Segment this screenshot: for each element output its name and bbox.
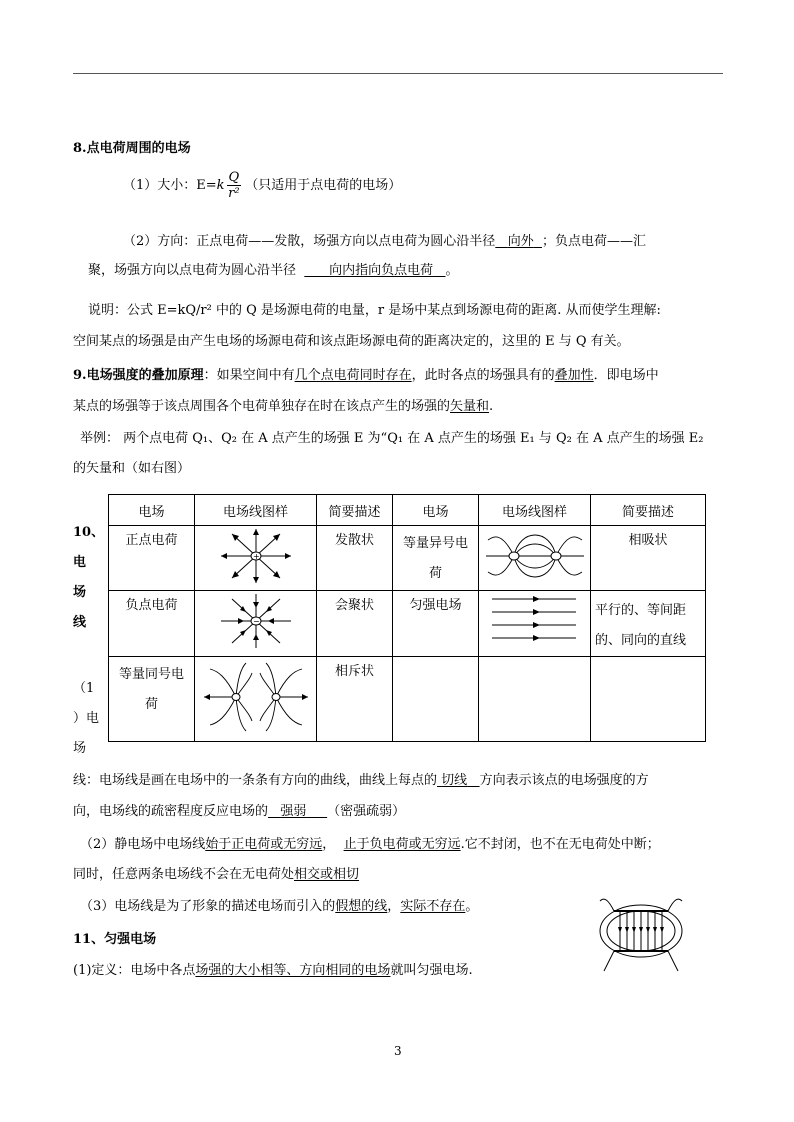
table-cell-empty <box>479 657 591 742</box>
sec8-note-line1: 说明：公式 E=kQ/r² 中的 Q 是场源电荷的电量，r 是场中某点到场源电荷的距离. 从而使学生理解: <box>88 303 661 318</box>
table-row <box>109 526 706 591</box>
sec9-line2 <box>73 395 493 414</box>
sec8-dir-text1: （2）方向：正点电荷——发散，场强方向以点电荷为圆心沿半径 <box>123 234 496 249</box>
table-row <box>109 591 706 657</box>
sec10-underline1 <box>437 773 480 788</box>
sec10-label-num: 10、 <box>73 525 105 540</box>
cell-text: 等量异号电荷 <box>402 536 468 581</box>
table-header: 电场线图样 <box>195 495 317 526</box>
sec10-text2: 方向表示该点的电场强度的方 <box>479 773 649 788</box>
table-cell <box>591 591 706 657</box>
page-number: 3 <box>394 1044 402 1058</box>
cell-text: 正点电荷 <box>125 533 178 548</box>
sec8-dir-text4: 。 <box>445 263 459 278</box>
sec10-label-char1: 电 <box>73 555 87 570</box>
sec10-label-char3: 线 <box>73 615 87 630</box>
table-cell <box>317 591 393 657</box>
cell-text: 会聚状 <box>334 598 374 613</box>
like-charges-diagram-cell <box>195 657 317 742</box>
cell-text: 相斥状 <box>334 664 374 679</box>
sec9-example-line2: 的矢量和（如右图） <box>73 461 191 476</box>
sec10-text11: 。 <box>465 899 479 914</box>
sec9-text2: ，此时各点的场强具有的 <box>411 368 555 383</box>
table-cell <box>393 591 479 657</box>
sec8-size-note: （只适用于点电荷的电场） <box>245 178 402 193</box>
sec10-text10: ， <box>387 899 401 914</box>
table-cell <box>317 526 393 591</box>
sec8-note-line2: 空间某点的场强是由产生电场的场源电荷和该点距场源电荷的距离决定的，这里的 E 与 Q 有关。 <box>73 334 630 349</box>
table-header: 简要描述 <box>591 495 706 526</box>
sec9-text4: 某点的场强等于该点周围各个电荷单独存在时在该点产生的场强的 <box>73 399 451 414</box>
sec10-underline7: 实际不存在 <box>400 899 466 914</box>
sec11-def-line <box>73 959 473 978</box>
sec8-dir-blank1-text: 向外 <box>507 234 534 249</box>
sec10-text7: .它不封闭，也不在无电荷处中断； <box>460 837 660 852</box>
sec10-text6: ， <box>322 837 336 852</box>
cell-text: 发散状 <box>334 533 374 548</box>
negative-charge-diagram-cell <box>195 591 317 657</box>
table-header-row <box>109 495 706 526</box>
table-cell-empty <box>591 657 706 742</box>
cell-text: 平行的、等间距的、同向的直线 <box>595 603 687 648</box>
sec10-text9: （3）电场线是为了形象的描述电场而引入的 <box>80 899 336 914</box>
sec9-underline1: 几个点电荷同时存在 <box>294 368 412 383</box>
sec8-direction-line1 <box>123 230 646 249</box>
sec10-label-char4: （1 <box>73 681 95 696</box>
sec9-text1: ：如果空间中有 <box>203 368 295 383</box>
sec10-underline2-text: 强弱 <box>280 804 307 819</box>
sec11-text1: (1)定义：电场中各点 <box>73 963 196 978</box>
table-header: 电场 <box>393 495 479 526</box>
section-9-title: 9.电场强度的叠加原理 <box>73 368 204 383</box>
table-cell <box>109 657 195 742</box>
table-row <box>109 657 706 742</box>
sec10-def-line2 <box>73 800 405 819</box>
sec10-p2-line1 <box>80 833 660 852</box>
sec10-p3-line <box>80 895 478 914</box>
table-header: 电场 <box>109 495 195 526</box>
formula-numerator: Q <box>228 170 240 185</box>
sec10-underline2 <box>268 804 327 819</box>
svg-text:−: − <box>252 617 260 626</box>
opposite-charges-field-diagram <box>480 526 590 586</box>
table-cell <box>109 526 195 591</box>
sec8-dir-blank2-text: 向内指向负点电荷 <box>329 263 434 278</box>
sec9-text3: ．即电场中 <box>593 368 659 383</box>
sec10-underline6: 假想的线 <box>335 899 388 914</box>
sec10-text3: 向，电场线的疏密程度反应电场的 <box>73 804 269 819</box>
like-charges-field-diagram <box>196 657 316 737</box>
sec8-dir-text3: 聚，场强方向以点电荷为圆心沿半径 <box>88 263 297 278</box>
sec10-text8: 同时，任意两条电场线不会在无电荷处 <box>73 867 295 882</box>
svg-text:+: + <box>252 552 260 561</box>
sec9-underline3: 矢量和 <box>450 399 490 414</box>
table-header: 简要描述 <box>317 495 393 526</box>
sec8-dir-blank1 <box>495 234 542 249</box>
sec10-def-line1 <box>73 769 649 788</box>
sec10-label-char5: ）电 <box>73 711 100 726</box>
table-cell-empty <box>393 657 479 742</box>
uniform-field-diagram-cell <box>479 591 591 657</box>
sec10-label-char6: 场 <box>73 741 87 756</box>
sec10-p2-line2 <box>73 863 359 882</box>
table-cell <box>591 526 706 591</box>
formula-k: k <box>216 178 225 193</box>
sec10-text4: （密强疏弱） <box>327 804 406 819</box>
sec9-line1 <box>73 364 659 383</box>
table-cell <box>317 657 393 742</box>
sec10-text5: （2）静电场中电场线 <box>80 837 206 852</box>
parallel-plate-field-diagram <box>596 889 686 973</box>
sec9-text5: . <box>489 399 494 414</box>
sec8-size-prefix: （1）大小：E= <box>123 178 217 193</box>
sec8-dir-blank2 <box>304 263 445 278</box>
table-cell <box>109 591 195 657</box>
cell-text: 等量同号电荷 <box>118 667 184 712</box>
sec10-text1: 线：电场线是画在电场中的一条条有方向的曲线，曲线上每点的 <box>73 773 438 788</box>
negative-charge-field-diagram <box>196 591 316 651</box>
sec9-underline2: 叠加性 <box>554 368 594 383</box>
table-cell <box>393 526 479 591</box>
header-rule <box>73 73 723 74</box>
cell-text: 相吸状 <box>628 533 668 548</box>
sec10-underline5: 相交或相切 <box>294 867 360 882</box>
sec9-example-line1: 举例： 两个点电荷 Q₁、Q₂ 在 A 点产生的场强 E 为“Q₁ 在 A 点产生的场强 E₁ 与 Q₂ 在 A 点产生的场强 E₂ <box>80 431 704 446</box>
sec8-size-line <box>123 170 401 202</box>
sec11-text2: 就叫匀强电场. <box>390 963 473 978</box>
positive-charge-diagram-cell <box>195 526 317 591</box>
positive-charge-field-diagram <box>196 526 316 586</box>
section-8-title: 8.点电荷周围的电场 <box>73 141 191 156</box>
field-lines-table <box>108 494 706 742</box>
sec10-underline3: 始于正电荷或无穷远 <box>205 837 323 852</box>
sec8-direction-line2 <box>88 259 459 278</box>
uniform-field-diagram <box>480 591 590 651</box>
formula-fraction <box>227 170 242 201</box>
cell-text: 匀强电场 <box>409 598 462 613</box>
sec10-label-char2: 场 <box>73 585 87 600</box>
sec10-underline4: 止于负电荷或无穷远 <box>343 837 461 852</box>
table-header: 电场线图样 <box>479 495 591 526</box>
sec11-underline: 场强的大小相等、方向相同的电场 <box>195 963 391 978</box>
sec10-underline1-text: 切线 <box>441 773 468 788</box>
formula-denominator: r² <box>228 186 240 201</box>
sec8-dir-text2: ；负点电荷——汇 <box>541 234 646 249</box>
section-11-title: 11、匀强电场 <box>73 932 157 947</box>
cell-text: 负点电荷 <box>125 598 178 613</box>
opposite-charges-diagram-cell <box>479 526 591 591</box>
